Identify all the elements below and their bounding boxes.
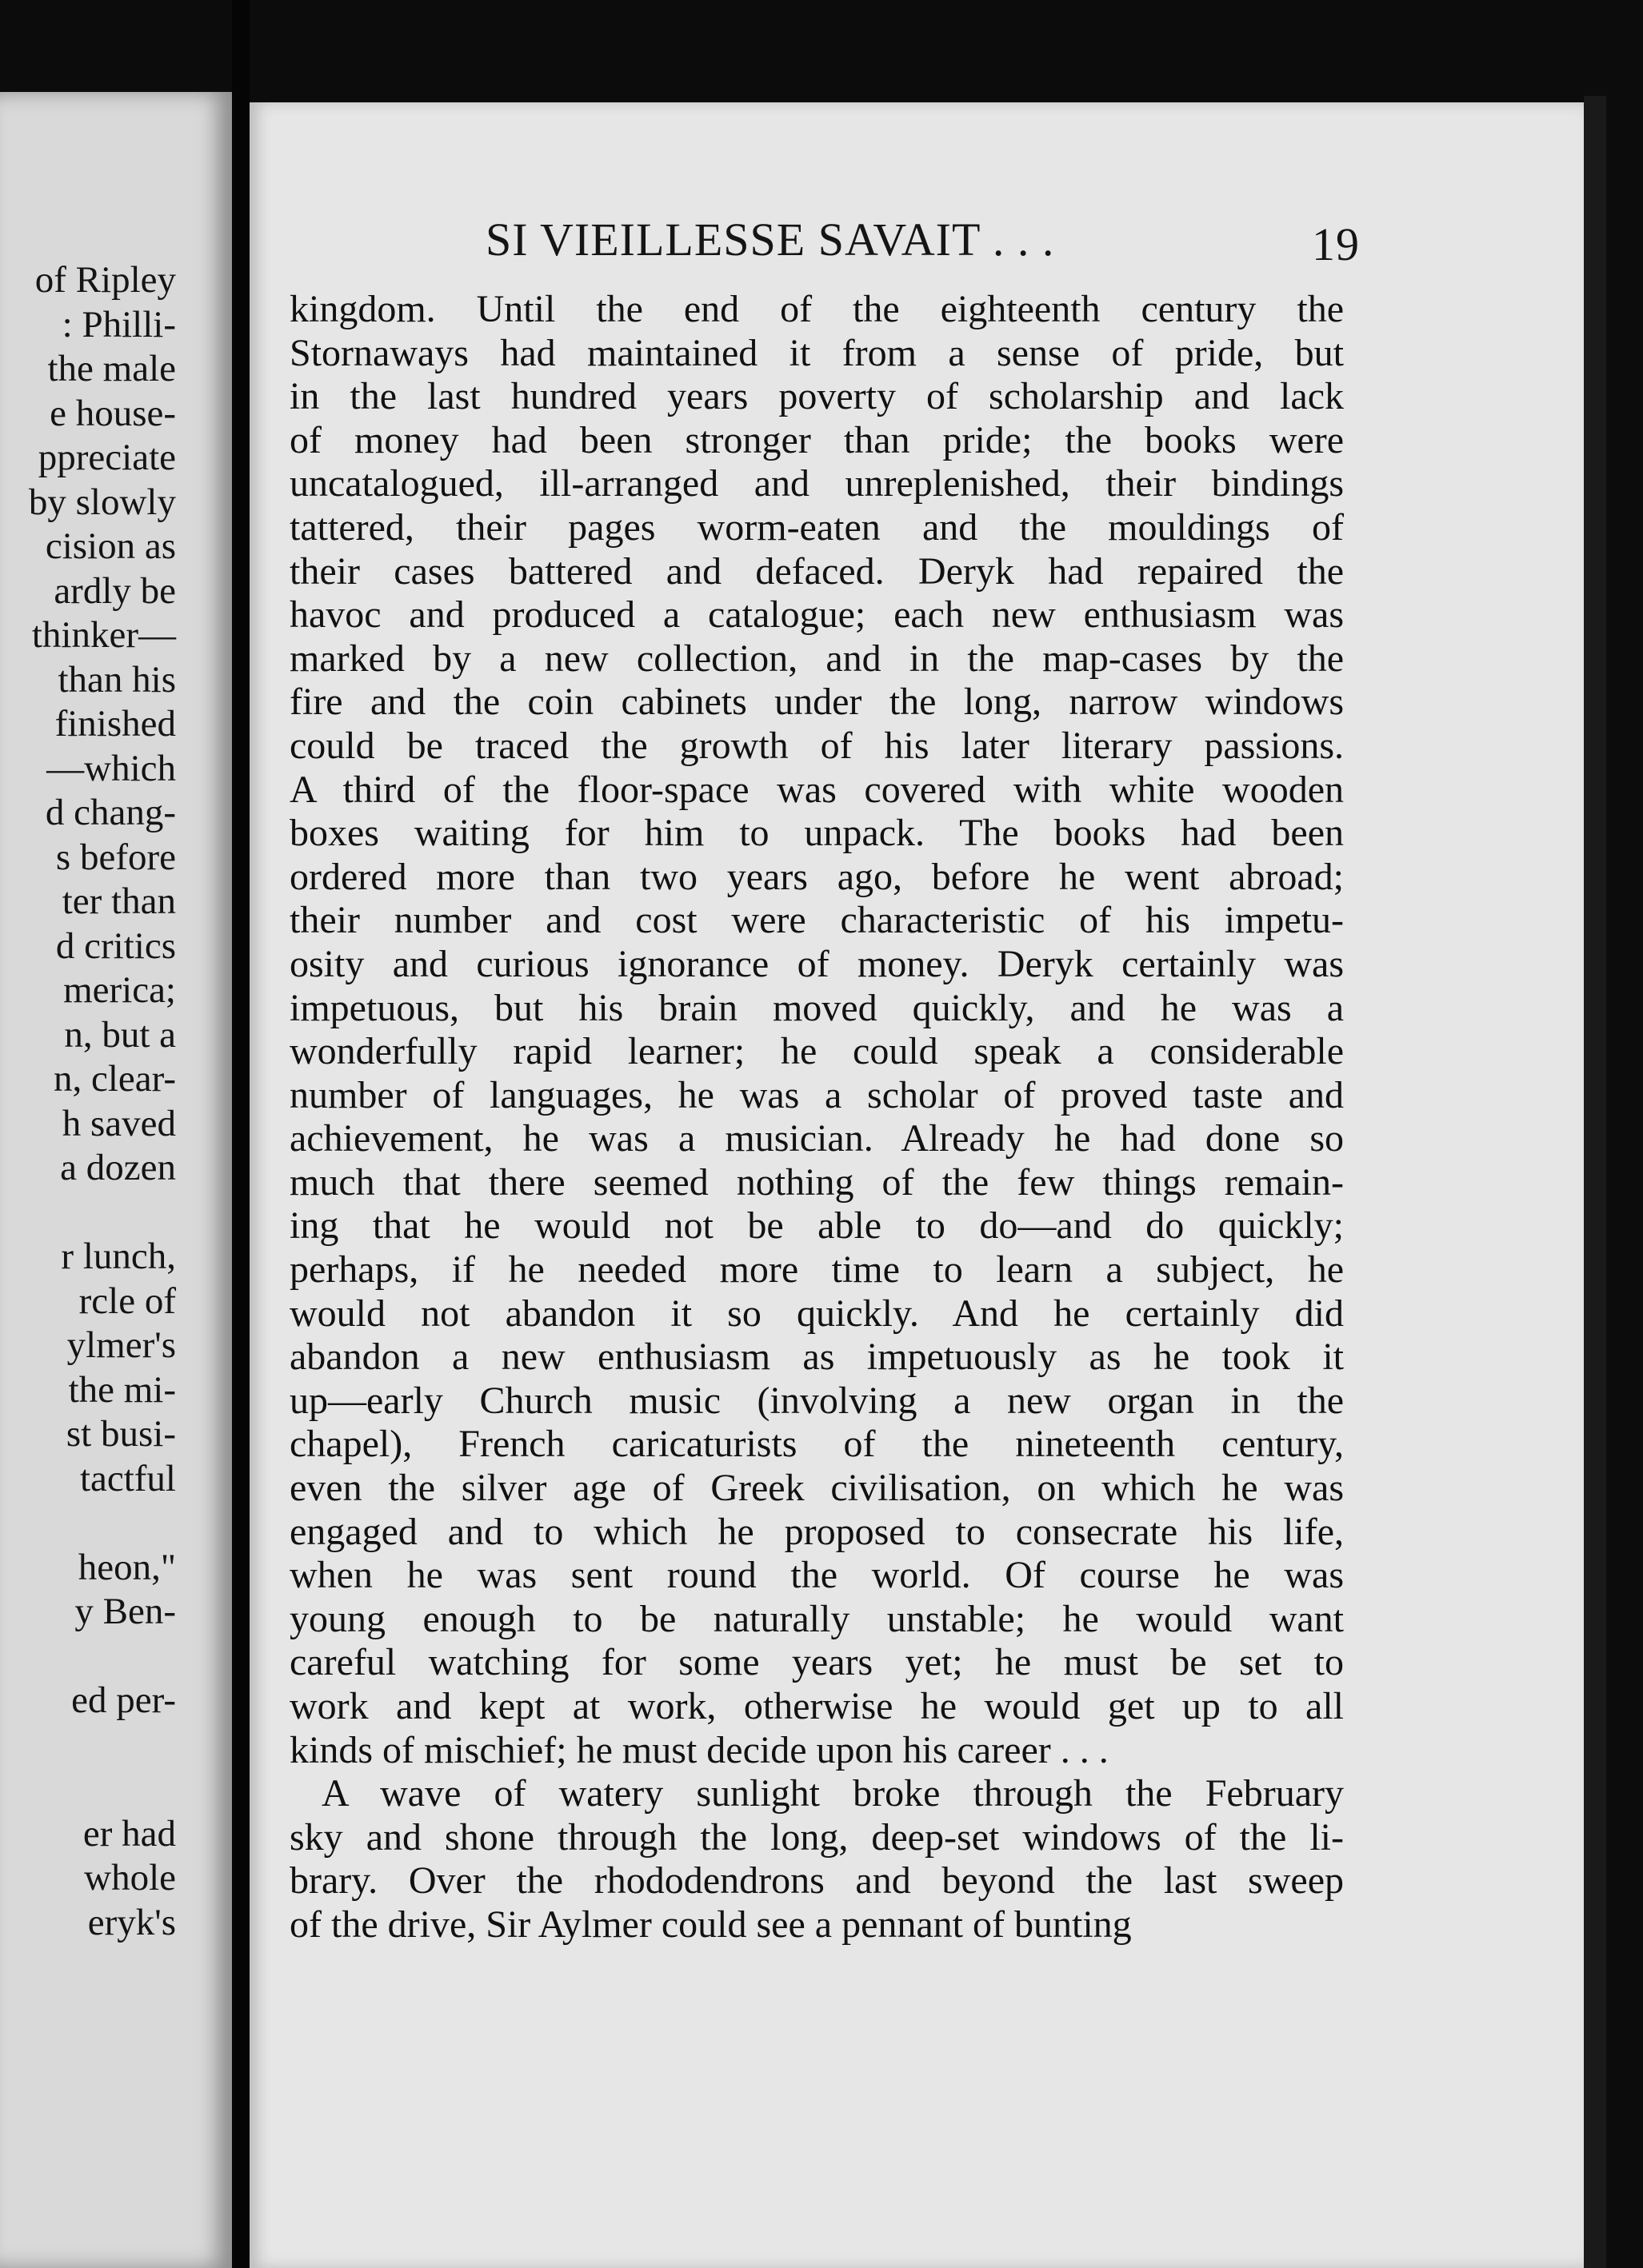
left-page-line: ter than [62, 880, 176, 922]
body-text [290, 288, 1344, 1947]
left-page-line: eryk's [87, 1901, 176, 1943]
left-page-line: h saved [62, 1102, 176, 1144]
left-page-line: n, clear- [53, 1058, 176, 1100]
text-line: when he was sent round the world. Of course he was [290, 1554, 1344, 1597]
left-facing-page [0, 92, 232, 2268]
text-line: their number and cost were characteristic of his impetu- [290, 899, 1344, 942]
left-page-text [0, 258, 176, 1945]
left-page-line [0, 1723, 176, 1768]
text-line: kinds of mischief; he must decide upon his career . . . [290, 1728, 1109, 1771]
left-page-line: y Ben- [74, 1591, 176, 1632]
text-line: their cases battered and defaced. Deryk had repaired the [290, 549, 1344, 593]
text-line: impetuous, but his brain moved quickly, and he was a [290, 986, 1344, 1029]
text-line: number of languages, he was a scholar of proved taste and [290, 1073, 1344, 1116]
text-line: A wave of watery sunlight broke through the February [322, 1772, 1344, 1815]
text-line: abandon a new enthusiasm as impetuously as he took it [290, 1336, 1344, 1379]
text-line: work and kept at work, otherwise he would get up to all [290, 1685, 1344, 1727]
left-page-line: by slowly [28, 481, 176, 523]
left-page-line: of Ripley [34, 259, 176, 301]
left-page-line: —which [46, 747, 176, 789]
left-page-line [0, 1191, 176, 1236]
text-line: up—early Church music (involving a new organ in the [290, 1379, 1344, 1422]
right-page [250, 102, 1584, 2268]
left-page-line: r lunch, [61, 1236, 176, 1277]
text-line: perhaps, if he needed more time to learn a subject, he [290, 1248, 1344, 1292]
left-page-line: s before [55, 836, 176, 878]
text-line: much that there seemed nothing of the few things remain- [290, 1160, 1344, 1204]
text-line: of the drive, Sir Aylmer could see a pennant of bunting [290, 1903, 1132, 1946]
running-title: SI VIEILLESSE SAVAIT . . . [486, 214, 1055, 266]
left-page-line: tactful [79, 1457, 176, 1499]
text-line: A third of the floor-space was covered with white wooden [290, 768, 1344, 811]
text-line: ing that he would not be able to do—and do quickly; [290, 1204, 1344, 1248]
text-line: tattered, their pages worm-eaten and the mouldings of [290, 505, 1344, 549]
left-page-line: thinker— [31, 614, 176, 656]
left-page-line: n, but a [64, 1013, 176, 1056]
left-page-line: the male [47, 348, 176, 389]
text-line: Stornaways had maintained it from a sense of pride, but [290, 331, 1344, 374]
text-line: wonderfully rapid learner; he could speak a considerable [290, 1030, 1344, 1073]
left-page-line [0, 1635, 176, 1679]
text-line: uncatalogued, ill-arranged and unreplenished, their bindings [290, 462, 1344, 505]
page-edge-shadow [1584, 96, 1606, 2268]
text-line: osity and curious ignorance of money. Deryk certainly was [290, 942, 1344, 985]
left-page-line: ardly be [54, 569, 176, 612]
text-line: kingdom. Until the end of the eighteenth century the [290, 288, 1344, 330]
text-line: brary. Over the rhododendrons and beyond the last sweep [290, 1859, 1344, 1903]
text-line: would not abandon it so quickly. And he certainly did [290, 1292, 1344, 1335]
text-line: engaged and to which he proposed to consecrate his life, [290, 1510, 1344, 1553]
left-page-line: d chang- [45, 792, 176, 833]
left-page-line: er had [82, 1812, 176, 1855]
text-line: boxes waiting for him to unpack. The books had been [290, 812, 1344, 855]
text-line: achievement, he was a musician. Already he had done so [290, 1117, 1344, 1160]
left-page-line: e house- [50, 392, 176, 434]
left-page-line: ed per- [71, 1679, 176, 1721]
left-page-line: st busi- [66, 1413, 176, 1455]
text-line: fire and the coin cabinets under the long, narrow windows [290, 681, 1344, 724]
text-line: young enough to be naturally unstable; he would want [290, 1597, 1344, 1640]
left-page-line: ylmer's [66, 1324, 176, 1366]
left-page-line: : Philli- [62, 303, 176, 345]
left-page-line: rcle of [78, 1280, 176, 1322]
left-page-line: d critics [55, 924, 176, 967]
text-line: in the last hundred years poverty of scholarship and lack [290, 375, 1344, 418]
text-line: could be traced the growth of his later literary passions. [290, 724, 1344, 767]
text-line: ordered more than two years ago, before he went abroad; [290, 855, 1344, 898]
text-line: marked by a new collection, and in the map-cases by the [290, 637, 1344, 680]
left-page-line: ppreciate [38, 437, 176, 478]
text-line: of money had been stronger than pride; the books were [290, 418, 1344, 461]
left-page-line: finished [54, 703, 176, 745]
left-page-line: cision as [45, 525, 176, 567]
left-page-line: heon," [78, 1546, 176, 1588]
left-page-line: merica; [63, 969, 176, 1011]
left-page-line: the mi- [68, 1368, 176, 1411]
text-line: sky and shone through the long, deep-set windows of the li- [290, 1815, 1344, 1859]
left-page-line: whole [84, 1857, 176, 1899]
text-line: careful watching for some years yet; he must be set to [290, 1641, 1344, 1684]
left-page-line: than his [58, 658, 176, 701]
text-line: chapel), French caricaturists of the nineteenth century, [290, 1423, 1344, 1466]
page-number: 19 [1312, 218, 1360, 270]
left-page-line: a dozen [60, 1147, 176, 1188]
text-line: even the silver age of Greek civilisation, on which he was [290, 1467, 1344, 1510]
book-gutter [232, 0, 250, 2268]
running-head [250, 213, 1584, 277]
left-page-line [0, 1501, 176, 1546]
text-line: havoc and produced a catalogue; each new enthusiasm was [290, 593, 1344, 637]
left-page-line [0, 1767, 176, 1812]
